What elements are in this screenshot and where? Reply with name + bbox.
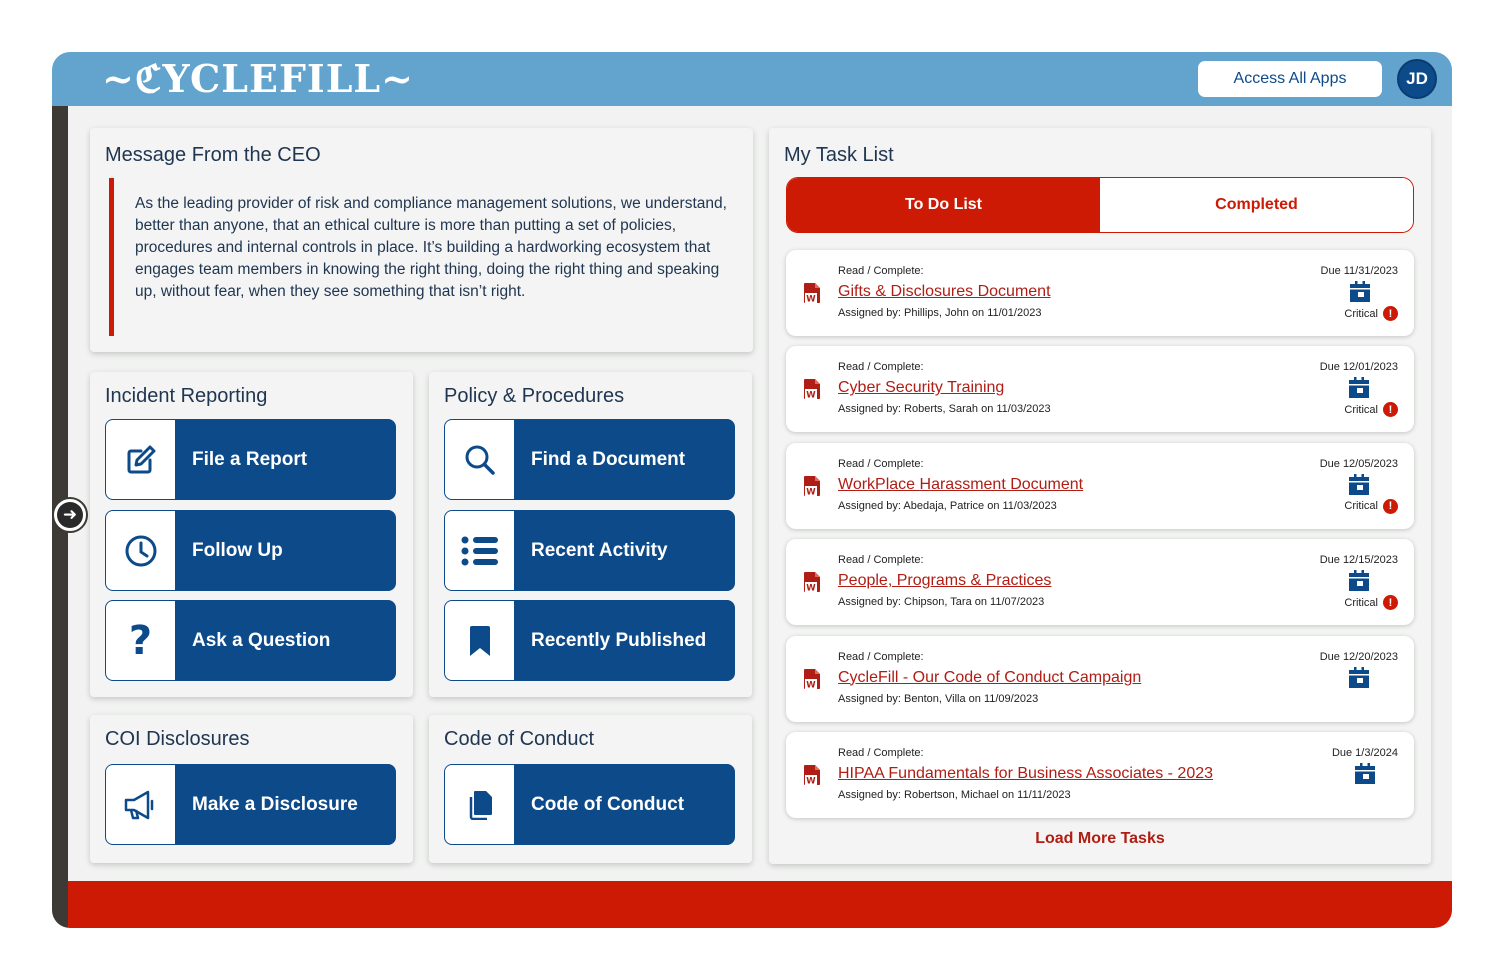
task-assigned-by: Assigned by: Phillips, John on 11/01/2023 [838, 307, 1042, 319]
top-header [52, 52, 1452, 106]
recent-activity-button[interactable] [444, 510, 735, 591]
edit-icon [106, 420, 176, 499]
access-all-apps-button[interactable]: Access All Apps [1198, 61, 1382, 97]
critical-badge [1344, 306, 1398, 321]
calendar-icon [1348, 377, 1370, 399]
coi-card-title: COI Disclosures [105, 728, 250, 750]
policy-card-title: Policy & Procedures [444, 385, 625, 407]
ceo-card-title: Message From the CEO [105, 144, 321, 166]
tile-label: File a Report [192, 448, 308, 470]
task-tabs [786, 177, 1414, 233]
recently-published-button[interactable] [444, 600, 735, 681]
task-due-date: Due 12/15/2023 [1319, 554, 1398, 567]
svg-text:W: W [806, 776, 816, 786]
code-of-conduct-button[interactable] [444, 764, 735, 845]
critical-label: Critical [1344, 596, 1378, 609]
task-title-link[interactable]: Gifts & Disclosures Document [838, 283, 1051, 300]
calendar-icon [1348, 667, 1370, 689]
app-logo[interactable]: ~ℭYCLEFILL~ [102, 56, 414, 101]
task-item[interactable] [786, 443, 1414, 529]
alert-icon: ! [1383, 499, 1398, 514]
task-kind: Read / Complete: [838, 361, 924, 374]
tile-label: Make a Disclosure [192, 793, 358, 815]
task-item[interactable] [786, 636, 1414, 722]
task-assigned-by: Assigned by: Robertson, Michael on 11/11/2023 [838, 789, 1071, 801]
task-kind: Read / Complete: [838, 265, 924, 277]
task-assigned-by: Assigned by: Roberts, Sarah on 11/03/2023 [838, 403, 1051, 416]
task-list-card [769, 128, 1431, 864]
tile-label: Code of Conduct [531, 793, 685, 815]
list-icon [445, 511, 515, 590]
critical-label: Critical [1344, 307, 1378, 320]
footer-bar [68, 881, 1452, 928]
task-assigned-by: Assigned by: Benton, Villa on 11/09/2023 [838, 692, 1039, 705]
tab-completed[interactable]: Completed [1100, 178, 1413, 232]
find-document-button[interactable] [444, 419, 735, 500]
task-assigned-by: Assigned by: Chipson, Tara on 11/07/2023 [838, 596, 1045, 609]
coi-disclosures-card [90, 715, 413, 863]
ceo-message-card [90, 128, 753, 352]
load-more-tasks-button[interactable]: Load More Tasks [1035, 830, 1165, 847]
tile-label: Recent Activity [531, 539, 668, 561]
task-card-title: My Task List [784, 144, 894, 166]
svg-text:W: W [806, 390, 816, 401]
critical-badge [1344, 595, 1398, 610]
task-due-date: Due 12/01/2023 [1319, 361, 1398, 374]
svg-text:W: W [806, 294, 816, 304]
alert-icon: ! [1383, 306, 1398, 321]
critical-badge [1344, 402, 1398, 417]
tile-label: Follow Up [192, 539, 283, 561]
critical-badge [1344, 499, 1398, 514]
policy-procedures-card [429, 372, 752, 697]
user-avatar[interactable]: JD [1397, 59, 1437, 99]
word-document-icon [803, 668, 821, 690]
calendar-icon [1348, 570, 1370, 592]
task-due-date: Due 12/20/2023 [1319, 650, 1398, 663]
coc-card-title: Code of Conduct [444, 728, 595, 750]
task-item[interactable] [786, 732, 1414, 818]
code-of-conduct-card [429, 715, 752, 863]
tile-label: Recently Published [531, 629, 707, 651]
task-title-link[interactable]: WorkPlace Harassment Document [838, 475, 1084, 493]
critical-label: Critical [1344, 403, 1378, 416]
svg-text:W: W [806, 680, 816, 690]
make-disclosure-button[interactable] [105, 764, 396, 845]
calendar-icon [1354, 763, 1376, 785]
ask-question-button[interactable] [105, 600, 396, 681]
ceo-message-text: As the leading provider of risk and compliance management solutions, we understand, better than anyone, that an ethical culture is more than putting a set of policies, procedures and internal controls in place. It’s building a hardworking ecosystem that engages team members in knowing the right thing, doing the right thing and speaking up, without fear, when they see something that isn’t right. [109, 178, 729, 336]
task-title-link[interactable]: People, Programs & Practices [838, 572, 1052, 590]
incident-reporting-card [90, 372, 413, 697]
task-kind: Read / Complete: [838, 457, 924, 470]
calendar-icon [1349, 281, 1371, 303]
task-assigned-by: Assigned by: Abedaja, Patrice on 11/03/2023 [838, 499, 1057, 512]
sidebar-expand-button[interactable] [52, 497, 88, 533]
svg-text:W: W [806, 487, 816, 497]
copy-icon [445, 765, 515, 844]
search-icon [445, 420, 515, 499]
tile-label: Ask a Question [192, 629, 331, 651]
arrow-right-icon: ➜ [57, 502, 83, 528]
incident-card-title: Incident Reporting [105, 385, 268, 407]
word-document-icon [803, 475, 821, 497]
alert-icon: ! [1383, 402, 1398, 417]
word-document-icon [803, 282, 821, 304]
question-icon: ? [106, 601, 176, 680]
bookmark-icon [445, 601, 515, 680]
alert-icon: ! [1383, 595, 1398, 610]
task-item[interactable] [786, 346, 1414, 432]
clock-icon [106, 511, 176, 590]
task-kind: Read / Complete: [838, 747, 924, 759]
svg-text:W: W [806, 583, 816, 594]
word-document-icon [803, 571, 821, 593]
task-title-link[interactable]: Cyber Security Training [838, 379, 1005, 397]
task-title-link[interactable]: HIPAA Fundamentals for Business Associates - 2023 [838, 765, 1214, 782]
task-due-date: Due 1/3/2024 [1331, 747, 1398, 759]
task-due-date: Due 12/05/2023 [1319, 457, 1398, 470]
megaphone-icon [106, 765, 176, 844]
word-document-icon [803, 764, 821, 786]
task-kind: Read / Complete: [838, 650, 924, 663]
word-document-icon [803, 378, 821, 400]
calendar-icon [1348, 474, 1370, 496]
task-title-link[interactable]: CycleFill - Our Code of Conduct Campaign [838, 668, 1142, 686]
critical-label: Critical [1344, 500, 1378, 513]
file-report-button[interactable] [105, 419, 396, 500]
task-item[interactable] [786, 539, 1414, 625]
task-item[interactable] [786, 250, 1414, 336]
tile-label: Find a Document [531, 448, 686, 470]
task-kind: Read / Complete: [838, 554, 924, 567]
tab-to-do-list[interactable]: To Do List [787, 178, 1100, 232]
follow-up-button[interactable] [105, 510, 396, 591]
task-due-date: Due 11/31/2023 [1320, 265, 1398, 277]
